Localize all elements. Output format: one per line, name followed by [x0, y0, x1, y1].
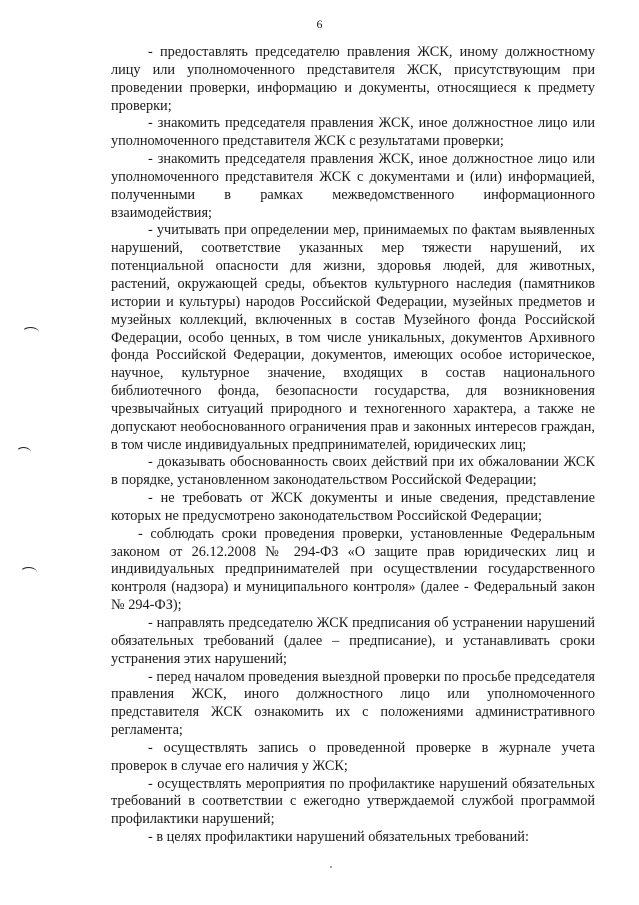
- paragraph-observe-deadlines: - соблюдать сроки проведения проверки, установленные Федеральным законом от 26.12.2008 № 294-ФЗ «О защите прав юридических лиц и индивидуальных предпринимателей при осуществлении государственного контроля (надзора) и муниципального контроля» (далее - Федеральный закон № 294-ФЗ);: [111, 525, 595, 614]
- document-body: [111, 44, 595, 847]
- binder-hole-mark: [16, 447, 31, 458]
- paragraph-acquaint-results: - знакомить председателя правления ЖСК, иное должностное лицо или уполномоченного представителя ЖСК с результатами проверки;: [111, 115, 595, 150]
- paragraph-provide-information: - предоставлять председателю правления ЖСК, иному должностному лицу или уполномоченного представителя ЖСК, присутствующим при проведении проверки, информацию и документы, относящиеся к предмету проверки;: [111, 44, 595, 114]
- paragraph-prevention-measures: - осуществлять мероприятия по профилактике нарушений обязательных требований в соответствии с ежегодно утверждаемой службой программой профилактики нарушений;: [111, 775, 595, 828]
- binder-hole-mark: [20, 567, 37, 578]
- paragraph-not-require-documents: - не требовать от ЖСК документы и иные сведения, представление которых не предусмотрено законодательством Российской Федерации;: [111, 490, 595, 524]
- paragraph-consider-measures: - учитывать при определении мер, принимаемых по фактам выявленных нарушений, соответствие указанных мер тяжести нарушений, их потенциальной опасности для жизни, здоровья людей, для животных, растений, окружающей среды, объектов культурного наследия (памятников истории и культуры) народов Российской Федерации, музейных предметов и музейных коллекций, включенных в состав Музейного фонда Российской Федерации, особо ценных, в том числе уникальных, документов Архивного фонда Российской Федерации, документов, имеющих особое историческое, научное, культурное значение, входящих в состав национального библиотечного фонда, безопасности государства, для возникновения чрезвычайных ситуаций природного и техногенного характера, а также не допускают необоснованного ограничения прав и законных интересов граждан, в том числе индивидуальных предпринимателей, юридических лиц;: [111, 222, 595, 453]
- paragraph-record-inspection: - осуществлять запись о проведенной проверке в журнале учета проверок в случае его наличия у ЖСК;: [111, 739, 595, 774]
- paragraph-send-orders: - направлять председателю ЖСК предписания об устранении нарушений обязательных требований (далее – предписание), и устанавливать сроки устранения этих нарушений;: [111, 615, 595, 667]
- paragraph-prevention-heading: - в целях профилактики нарушений обязательных требований:: [148, 829, 529, 846]
- binder-hole-mark: [22, 327, 39, 338]
- scan-speck: [330, 866, 332, 868]
- paragraph-prove-validity: - доказывать обоснованность своих действий при их обжаловании ЖСК в порядке, установленном законодательством Российской Федерации;: [111, 454, 595, 489]
- paragraph-familiarize-regulation: - перед началом проведения выездной проверки по просьбе председателя правления ЖСК, иного должностного лицо или уполномоченного представителя ЖСК ознакомить их с положениями административного регламента;: [111, 668, 595, 739]
- paragraph-acquaint-documents: - знакомить председателя правления ЖСК, иное должностное лицо или уполномоченного представителя ЖСК с документами и (или) информацией, полученными в рамках межведомственного информационного взаимодействия;: [111, 151, 595, 221]
- page-number: 6: [316, 17, 323, 31]
